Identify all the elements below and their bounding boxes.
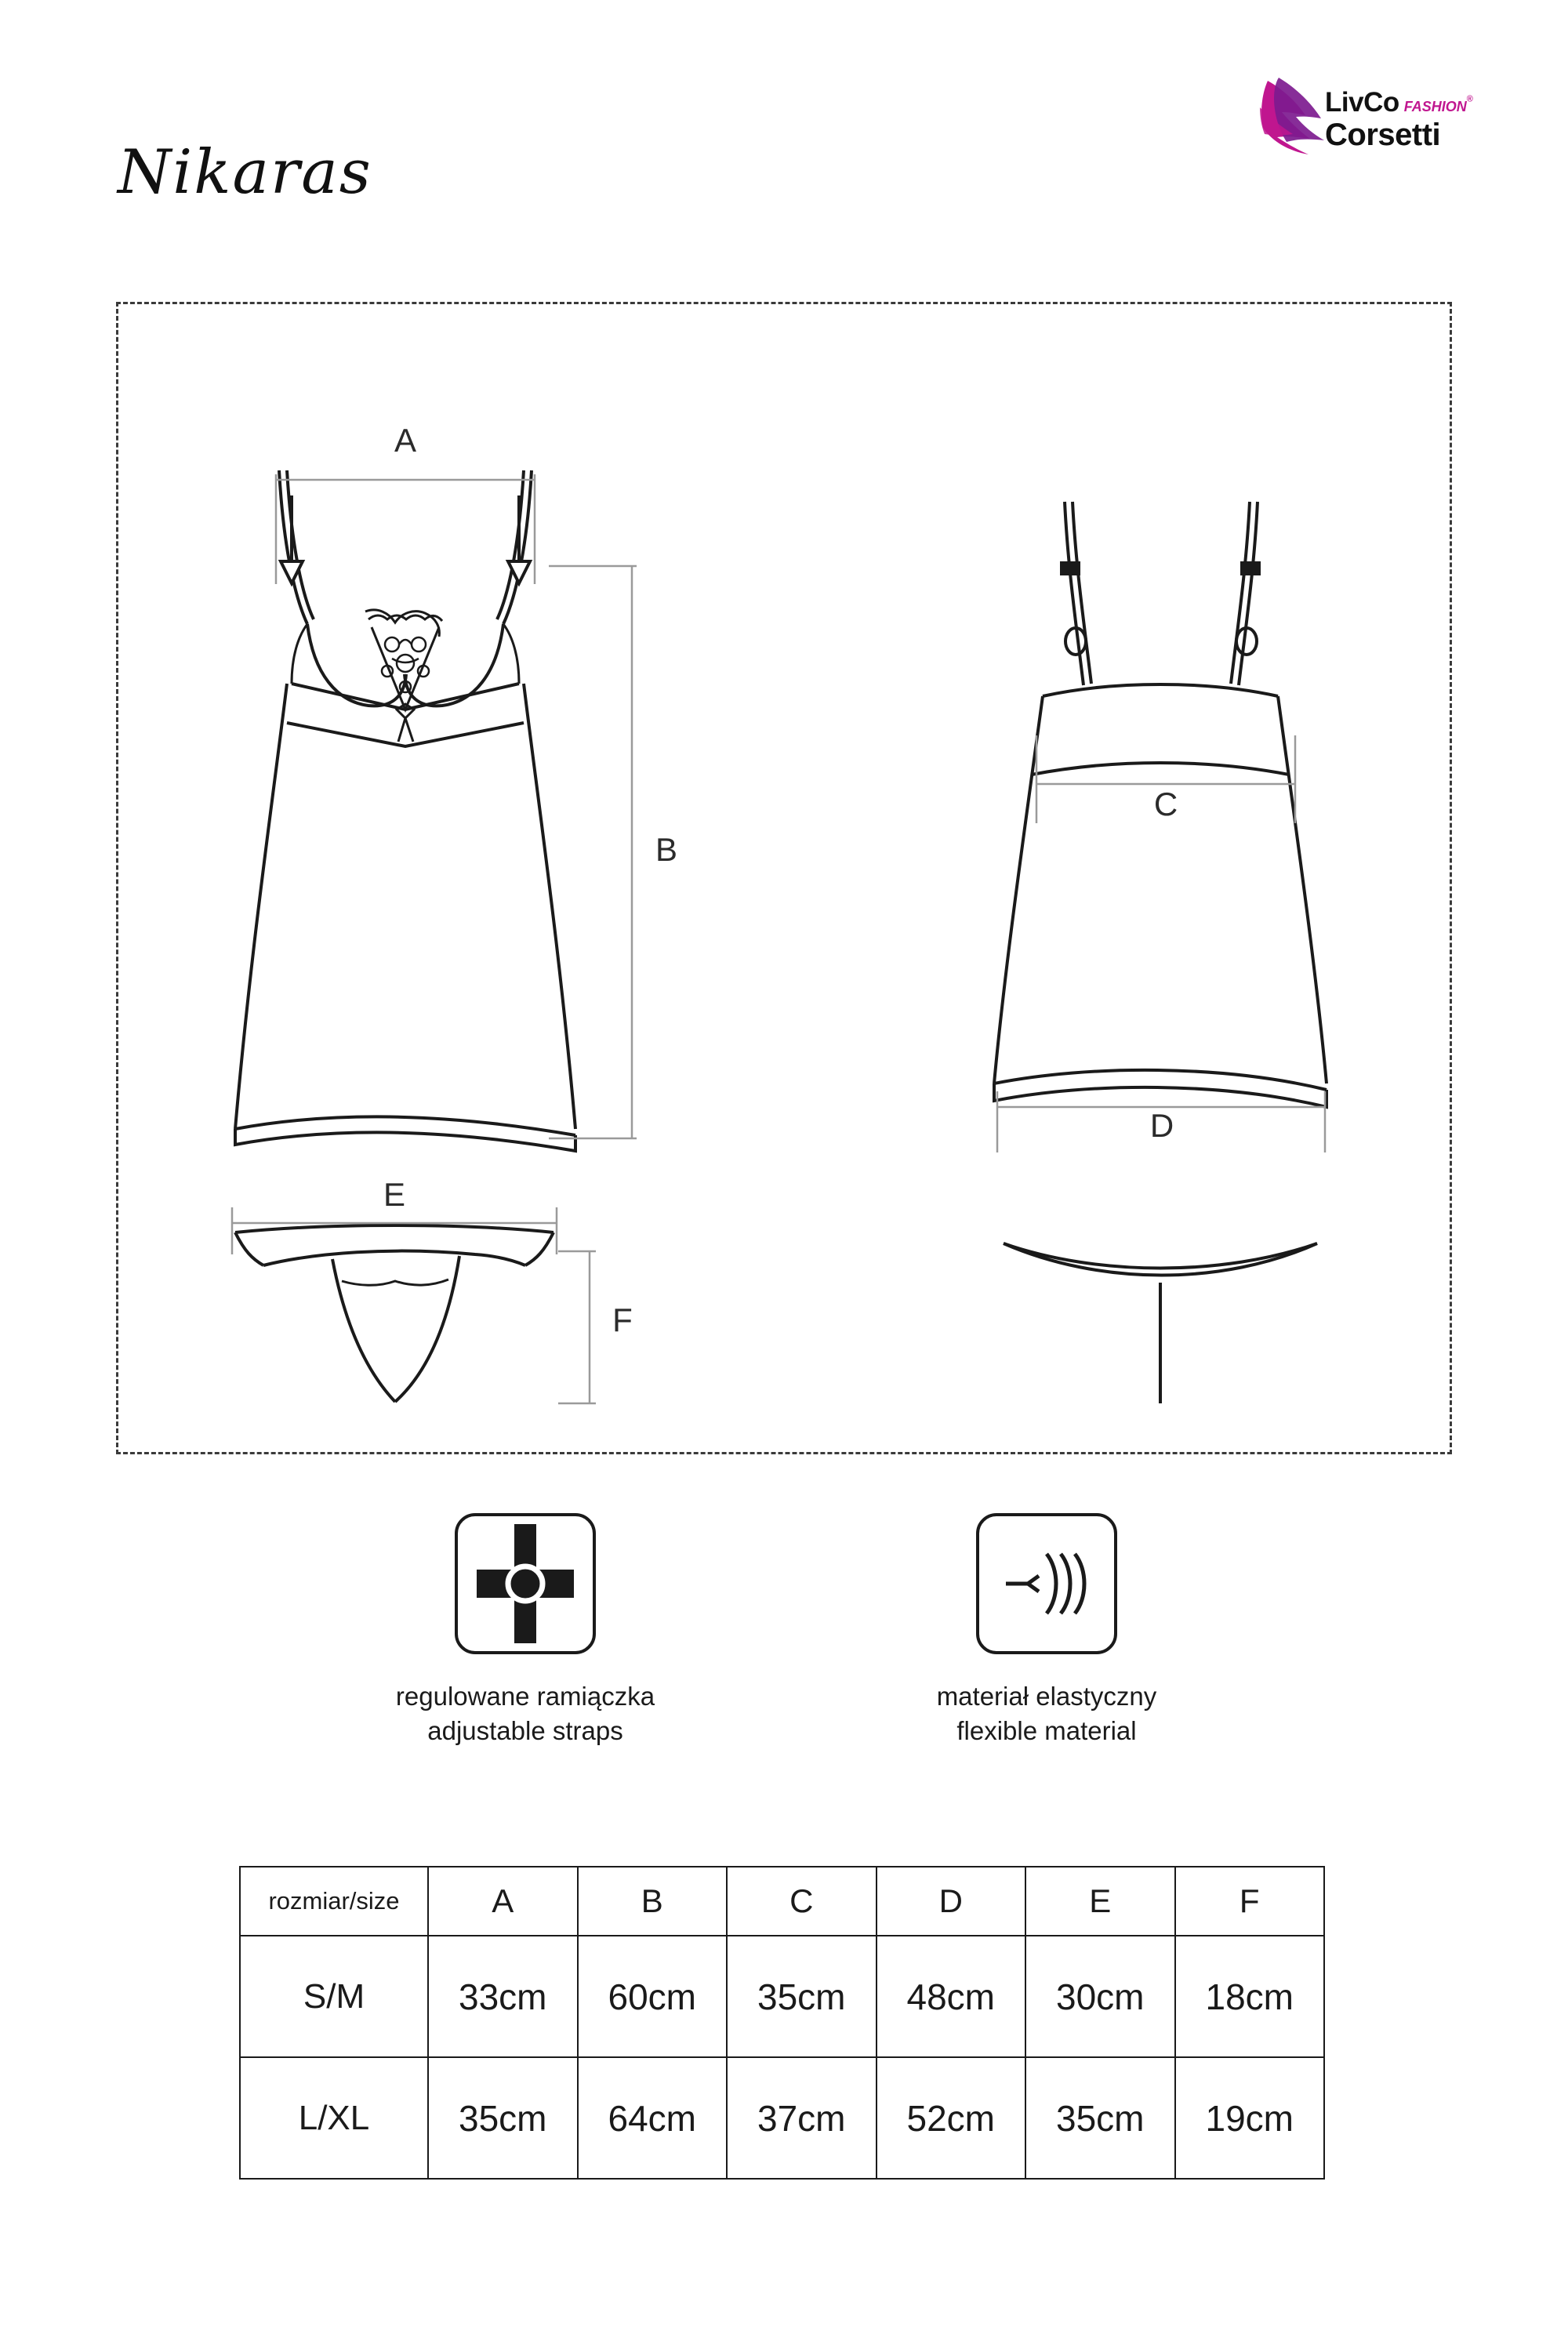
measurement-label-e: E: [383, 1176, 405, 1213]
cell-lxl-a: 35cm: [428, 2057, 578, 2179]
feature-caption-en-straps: adjustable straps: [427, 1715, 623, 1745]
table-header-a: A: [428, 1867, 578, 1936]
size-table: [239, 1866, 1325, 2180]
feature-flexible-material: [906, 1513, 1188, 1748]
cell-lxl-c: 37cm: [727, 2057, 877, 2179]
row-size-lxl: L/XL: [240, 2057, 428, 2179]
brand-registered-mark: ®: [1466, 94, 1473, 104]
cell-lxl-d: 52cm: [877, 2057, 1026, 2179]
adjustable-straps-icon: [455, 1513, 596, 1654]
livco-wing-icon: [1258, 74, 1329, 157]
cell-lxl-b: 64cm: [578, 2057, 728, 2179]
table-row: [240, 1936, 1324, 2057]
diagram-frame: [116, 302, 1452, 1454]
table-header-c: C: [727, 1867, 877, 1936]
cell-sm-f: 18cm: [1175, 1936, 1325, 2057]
brand-name-line2: Corsetti: [1325, 118, 1441, 152]
table-header-b: B: [578, 1867, 728, 1936]
page-title: Nikaras: [118, 137, 372, 208]
table-header-d: D: [877, 1867, 1026, 1936]
measurement-label-f: F: [612, 1301, 633, 1338]
brand-name-line1: LivCo: [1325, 87, 1399, 118]
brand-fashion-tag: FASHION: [1403, 99, 1467, 114]
cell-lxl-f: 19cm: [1175, 2057, 1325, 2179]
measurement-label-a: A: [394, 422, 416, 459]
cell-sm-d: 48cm: [877, 1936, 1026, 2057]
table-header-size: rozmiar/size: [240, 1867, 428, 1936]
table-header-f: F: [1175, 1867, 1325, 1936]
cell-sm-c: 35cm: [727, 1936, 877, 2057]
feature-caption-pl-straps: regulowane ramiączka: [395, 1682, 655, 1711]
feature-caption-pl-material: materiał elastyczny: [936, 1682, 1157, 1711]
brand-logo: [1258, 74, 1486, 161]
measurement-label-b: B: [655, 831, 677, 868]
table-row: [240, 2057, 1324, 2179]
cell-sm-a: 33cm: [428, 1936, 578, 2057]
table-header-e: E: [1025, 1867, 1175, 1936]
cell-sm-e: 30cm: [1025, 1936, 1175, 2057]
measurement-label-d: D: [1149, 1107, 1174, 1144]
measurement-label-c: C: [1153, 786, 1178, 822]
cell-sm-b: 60cm: [578, 1936, 728, 2057]
feature-adjustable-straps: [384, 1513, 666, 1748]
row-size-sm: S/M: [240, 1936, 428, 2057]
table-header-row: [240, 1867, 1324, 1936]
feature-caption-en-material: flexible material: [956, 1715, 1137, 1745]
flexible-material-icon: [976, 1513, 1117, 1654]
cell-lxl-e: 35cm: [1025, 2057, 1175, 2179]
